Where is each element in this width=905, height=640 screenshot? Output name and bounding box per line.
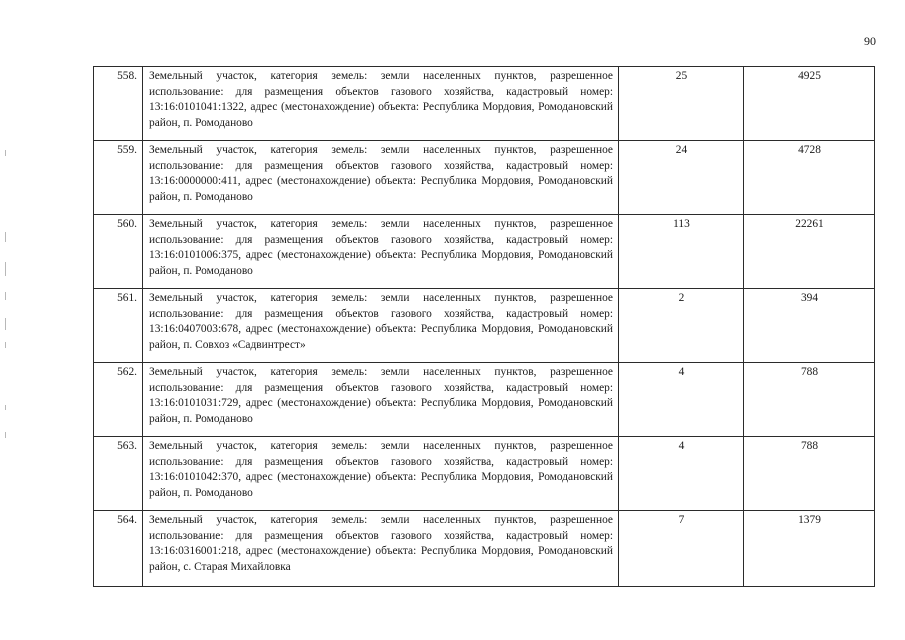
table-row: [94, 141, 875, 215]
row-number: 559.: [94, 141, 143, 215]
row-quantity: 24: [619, 141, 744, 215]
table-row: [94, 511, 875, 587]
table-row: [94, 363, 875, 437]
table-row: [94, 289, 875, 363]
table-row: [94, 67, 875, 141]
row-description: Земельный участок, категория земель: земли населенных пунктов, разрешенное использование: для размещения объектов газового хозяйства, кадастровый номер: 13:16:0407003:678, адрес (местонахождение) объекта: Республика Мордовия, Ромодановский район, п. Совхоз «Садвинтрест»: [143, 289, 619, 363]
row-quantity: 113: [619, 215, 744, 289]
table-row: [94, 437, 875, 511]
row-quantity: 4: [619, 437, 744, 511]
row-quantity: 7: [619, 511, 744, 587]
row-value: 4925: [744, 67, 875, 141]
row-number: 563.: [94, 437, 143, 511]
row-number: 562.: [94, 363, 143, 437]
row-description: Земельный участок, категория земель: земли населенных пунктов, разрешенное использование: для размещения объектов газового хозяйства, кадастровый номер: 13:16:0101042:370, адрес (местонахождение) объекта: Республика Мордовия, Ромодановский район, п. Ромоданово: [143, 437, 619, 511]
row-number: 560.: [94, 215, 143, 289]
row-quantity: 2: [619, 289, 744, 363]
row-description: Земельный участок, категория земель: земли населенных пунктов, разрешенное использование: для размещения объектов газового хозяйства, кадастровый номер: 13:16:0101031:729, адрес (местонахождение) объекта: Республика Мордовия, Ромодановский район, п. Ромоданово: [143, 363, 619, 437]
scan-edge-marks: [5, 0, 9, 640]
row-number: 561.: [94, 289, 143, 363]
row-description: Земельный участок, категория земель: земли населенных пунктов, разрешенное использование: для размещения объектов газового хозяйства, кадастровый номер: 13:16:0000000:411, адрес (местонахождение) объекта: Республика Мордовия, Ромодановский район, п. Ромоданово: [143, 141, 619, 215]
row-value: 1379: [744, 511, 875, 587]
page-number: 90: [864, 34, 876, 48]
row-number: 558.: [94, 67, 143, 141]
table-row: [94, 215, 875, 289]
row-value: 22261: [744, 215, 875, 289]
row-quantity: 25: [619, 67, 744, 141]
row-description: Земельный участок, категория земель: земли населенных пунктов, разрешенное использование: для размещения объектов газового хозяйства, кадастровый номер: 13:16:0101041:1322, адрес (местонахождение) объекта: Республика Мордовия, Ромодановский район, п. Ромоданово: [143, 67, 619, 141]
row-value: 394: [744, 289, 875, 363]
property-table: [93, 66, 875, 587]
row-description: Земельный участок, категория земель: земли населенных пунктов, разрешенное использование: для размещения объектов газового хозяйства, кадастровый номер: 13:16:0101006:375, адрес (местонахождение) объекта: Республика Мордовия, Ромодановский район, п. Ромоданово: [143, 215, 619, 289]
row-quantity: 4: [619, 363, 744, 437]
row-description: Земельный участок, категория земель: земли населенных пунктов, разрешенное использование: для размещения объектов газового хозяйства, кадастровый номер: 13:16:0316001:218, адрес (местонахождение) объекта: Республика Мордовия, Ромодановский район, с. Старая Михайловка: [143, 511, 619, 587]
row-number: 564.: [94, 511, 143, 587]
row-value: 788: [744, 363, 875, 437]
row-value: 788: [744, 437, 875, 511]
row-value: 4728: [744, 141, 875, 215]
